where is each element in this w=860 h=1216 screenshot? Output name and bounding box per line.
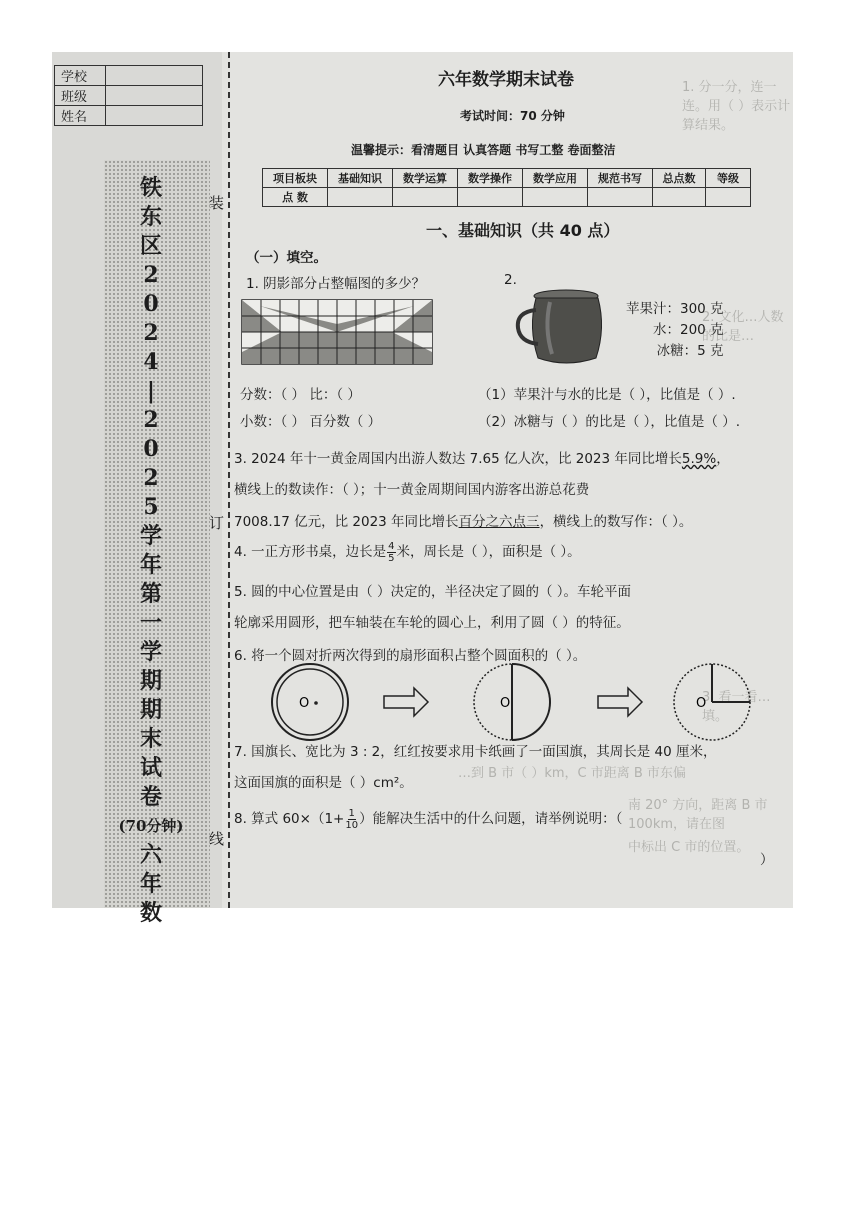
bleed-through-text: 1. 分一分，连一连。用（ ）表示计算结果。 <box>682 80 791 133</box>
q8-closing-paren: ） <box>760 852 774 868</box>
apple-juice-amount: 苹果汁：300 克 <box>626 301 724 317</box>
name-field[interactable] <box>106 106 203 126</box>
vtitle-char: 2 <box>143 407 159 433</box>
arrow-icon <box>598 688 642 716</box>
vtitle-char: 年 <box>139 552 162 578</box>
score-col-header: 规范书写 <box>588 169 653 188</box>
vtitle-char: | <box>146 378 155 404</box>
bleed-through-text: 3. 看一看…填。 <box>702 690 771 724</box>
vtitle-char: 5 <box>143 494 159 520</box>
fraction-numerator: 4 <box>388 540 395 552</box>
class-field[interactable] <box>106 86 203 106</box>
vtitle-char: 期 <box>139 697 162 723</box>
question-6: 6. 将一个圆对折两次得到的扇形面积占整个圆面积的（ ）。 <box>234 648 587 664</box>
q3-underlined-number: 百分之六点三 <box>458 514 540 530</box>
q4-text: 米，周长是（ ），面积是（ ）。 <box>396 544 581 560</box>
score-cell[interactable] <box>458 188 523 207</box>
binding-mark-ding: 订 <box>209 514 225 532</box>
school-field[interactable] <box>106 66 203 86</box>
vtitle-char: 铁 <box>139 175 162 201</box>
vtitle-char: 末 <box>139 726 162 752</box>
vertical-exam-title <box>110 174 192 928</box>
circle-folding-figure <box>272 660 762 750</box>
q2-part-1: （1）苹果汁与水的比是（ ），比值是（ ）. <box>478 387 736 403</box>
q8-text: ）能解决生活中的什么问题，请举例说明：（ <box>359 811 623 827</box>
score-cell[interactable] <box>328 188 393 207</box>
q4-text: 4. 一正方形书桌，边长是 <box>234 544 387 560</box>
question-1: 1. 阴影部分占整幅图的多少？ <box>246 276 426 292</box>
vtitle-char: 0 <box>143 436 159 462</box>
question-2-number: 2. <box>504 272 517 288</box>
q1-answer-decimal-percent: 小数：（ ） 百分数（ ） <box>240 414 382 430</box>
score-col-header: 数学操作 <box>458 169 523 188</box>
juice-ingredients <box>626 299 724 362</box>
score-row-label: 点 数 <box>263 188 328 207</box>
subsection-heading: （一）填空。 <box>246 250 327 266</box>
question-8 <box>234 807 622 831</box>
score-cell[interactable] <box>588 188 653 207</box>
exam-title: 六年数学期末试卷 <box>438 70 574 90</box>
vtitle-char: 数 <box>139 900 162 926</box>
fraction-denominator: 10 <box>345 819 359 831</box>
score-table <box>262 168 751 207</box>
circle-center-label: O <box>500 696 511 711</box>
fraction-numerator: 1 <box>348 807 355 819</box>
fraction-denominator: 5 <box>388 552 395 564</box>
question-3-line-1 <box>234 447 730 467</box>
vtitle-char: 试 <box>139 755 162 781</box>
score-cell[interactable] <box>523 188 588 207</box>
q2-part-2: （2）冰糖与（ ）的比是（ ），比值是（ ）. <box>478 414 741 430</box>
score-cell[interactable] <box>706 188 751 207</box>
vtitle-char: 4 <box>143 349 159 375</box>
vtitle-char: 0 <box>143 291 159 317</box>
score-col-header: 基础知识 <box>328 169 393 188</box>
vtitle-char: 卷 <box>139 784 162 810</box>
score-col-header: 等级 <box>706 169 751 188</box>
vtitle-char: 一 <box>139 610 162 636</box>
vtitle-char: 学 <box>139 523 162 549</box>
question-5-line-1: 5. 圆的中心位置是由（ ）决定的，半径决定了圆的（ ）。车轮平面 <box>234 584 632 600</box>
question-7-line-2: 这面国旗的面积是（ ）cm²。 <box>234 775 413 791</box>
q8-text: 8. 算式 60×（1+ <box>234 811 345 827</box>
question-3-line-3 <box>234 510 692 530</box>
bleed-through-text: 2. 文化…人数的比是… <box>702 310 784 344</box>
score-col-header: 总点数 <box>653 169 706 188</box>
exam-main-content <box>232 52 793 908</box>
water-amount: 水：200 克 <box>653 322 724 338</box>
q3-comma: ， <box>716 451 730 467</box>
vtitle-char: 2 <box>143 262 159 288</box>
score-col-header: 项目板块 <box>263 169 328 188</box>
exam-tips: 温馨提示：看清题目 认真答题 书写工整 卷面整洁 <box>351 143 616 157</box>
q3-text: 3. 2024 年十一黄金周国内出游人数达 7.65 亿人次，比 2023 年同比增长 <box>234 451 682 467</box>
question-3-line-2: 横线上的数读作：（ ）；十一黄金周期间国内游客出游总花费 <box>234 482 590 498</box>
q3-text: ，横线上的数写作：（ ）。 <box>539 514 693 530</box>
shaded-grid-figure <box>242 300 432 364</box>
class-label: 班级 <box>55 86 106 106</box>
bleed-through-text: 中标出 C 市的位置。 <box>628 840 750 855</box>
q4-fraction <box>387 541 395 564</box>
question-4 <box>234 540 581 564</box>
vtitle-char: 期 <box>139 668 162 694</box>
vtitle-char: 年 <box>139 871 162 897</box>
binding-strip <box>52 52 225 926</box>
vtitle-char: 区 <box>139 233 162 259</box>
circle-center-label: O <box>299 696 310 711</box>
vtitle-char: 东 <box>139 204 162 230</box>
student-info-table <box>54 65 203 126</box>
binding-mark-zhuang: 装 <box>209 194 225 212</box>
q1-answer-fraction-ratio: 分数：（ ） 比：（ ） <box>240 387 361 403</box>
question-7-line-1: 7. 国旗长、宽比为 3 : 2，红红按要求用卡纸画了一面国旗，其周长是 40 厘米， <box>234 744 717 760</box>
q3-wavy-number: 5.9% <box>681 451 717 467</box>
exam-time: 考试时间：70 分钟 <box>460 109 565 123</box>
score-col-header: 数学应用 <box>523 169 588 188</box>
q3-text: 7008.17 亿元，比 2023 年同比增长 <box>234 514 459 530</box>
binding-cut-line <box>228 52 230 908</box>
score-cell[interactable] <box>653 188 706 207</box>
school-label: 学校 <box>55 66 106 86</box>
name-label: 姓名 <box>55 106 106 126</box>
bleed-through-text: 南 20° 方向，距离 B 市 100km，请在图 <box>628 798 768 832</box>
question-5-line-2: 轮廓采用圆形，把车轴装在车轮的圆心上，利用了圆（ ）的特征。 <box>234 615 630 631</box>
bleed-through-text: …到 B 市（ ）km，C 市距离 B 市东偏 <box>458 766 686 781</box>
vtitle-char: 2 <box>143 465 159 491</box>
binding-mark-xian: 线 <box>209 830 225 848</box>
score-col-header: 数学运算 <box>393 169 458 188</box>
vtitle-char: 学 <box>139 639 162 665</box>
q8-fraction <box>345 808 358 831</box>
vtitle-char: 六 <box>139 842 162 868</box>
score-cell[interactable] <box>393 188 458 207</box>
section-heading: 一、基础知识（共 40 点） <box>426 221 620 240</box>
sugar-amount: 冰糖：5 克 <box>656 343 724 359</box>
jug-icon <box>514 288 606 366</box>
arrow-icon <box>384 688 428 716</box>
vtitle-char: 第 <box>139 581 162 607</box>
vtitle-char: 2 <box>143 320 159 346</box>
exam-photo <box>52 52 793 926</box>
circle-center-label: O <box>696 696 707 711</box>
vtitle-duration: (70分钟) <box>118 817 184 835</box>
